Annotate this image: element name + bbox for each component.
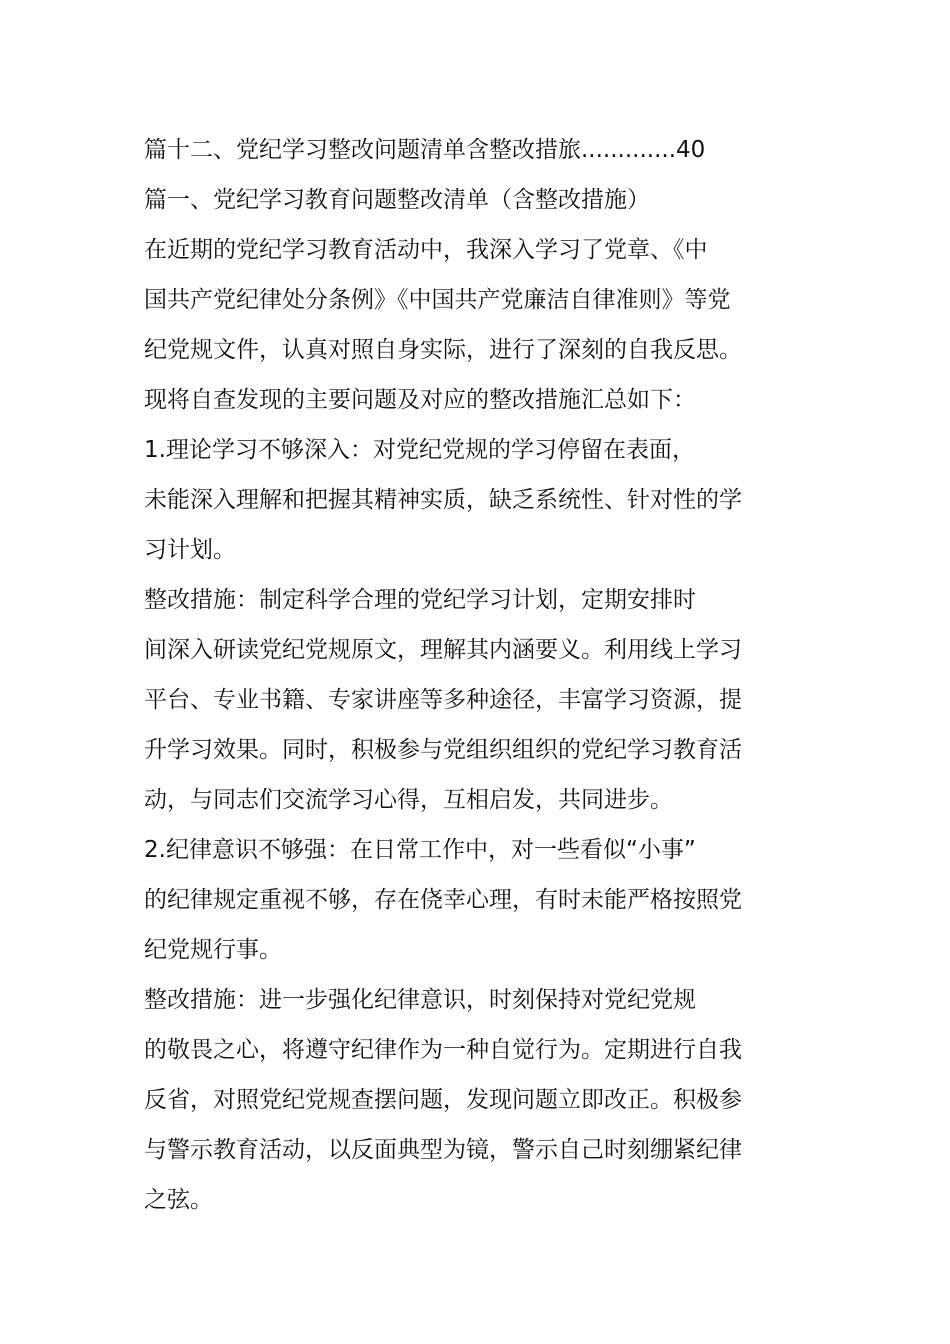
body-text-line: 在近期的党纪学习教育活动中，我深入学习了党章、《中 (144, 237, 708, 263)
body-text-line: 纪党规行事。 (144, 937, 282, 963)
body-text-line: 纪党规文件，认真对照自身实际，进行了深刻的自我反思。 (144, 337, 742, 363)
body-text-line: 动，与同志们交流学习心得，互相启发，共同进步。 (144, 787, 673, 813)
body-text-line: 国共产党纪律处分条例》《中国共产党廉洁自律准则》等党 (144, 287, 731, 313)
problem-heading: 2.纪律意识不够强：在日常工作中，对一些看似“小事” (144, 837, 696, 863)
problem-heading: 1.理论学习不够深入：对党纪党规的学习停留在表面， (144, 437, 695, 463)
measure-heading: 整改措施：制定科学合理的党纪学习计划，定期安排时 (144, 587, 696, 613)
body-text-line: 现将自查发现的主要问题及对应的整改措施汇总如下： (144, 387, 696, 413)
section-title: 篇一、党纪学习教育问题整改清单（含整改措施） (144, 187, 650, 213)
body-text-line: 与警示教育活动，以反面典型为镜，警示自己时刻绷紧纪律 (144, 1137, 742, 1163)
body-text-line: 未能深入理解和把握其精神实质，缺乏系统性、针对性的学 (144, 487, 742, 513)
body-text-line: 间深入研读党纪党规原文，理解其内涵要义。利用线上学习 (144, 637, 742, 663)
body-text-line: 的纪律规定重视不够，存在侥幸心理，有时未能严格按照党 (144, 887, 742, 913)
body-text-line: 习计划。 (144, 537, 236, 563)
body-text-line: 升学习效果。同时，积极参与党组织组织的党纪学习教育活 (144, 737, 742, 763)
body-text-line: 之弦。 (144, 1187, 213, 1213)
toc-entry[interactable]: 篇十二、党纪学习整改问题清单含整改措旅.............40 (144, 137, 706, 163)
body-text-line: 平台、专业书籍、专家讲座等多种途径，丰富学习资源，提 (144, 687, 742, 713)
measure-heading: 整改措施：进一步强化纪律意识，时刻保持对党纪党规 (144, 987, 696, 1013)
body-text-line: 反省，对照党纪党规查摆问题，发现问题立即改正。积极参 (144, 1087, 742, 1113)
body-text-line: 的敬畏之心，将遵守纪律作为一种自觉行为。定期进行自我 (144, 1037, 742, 1063)
